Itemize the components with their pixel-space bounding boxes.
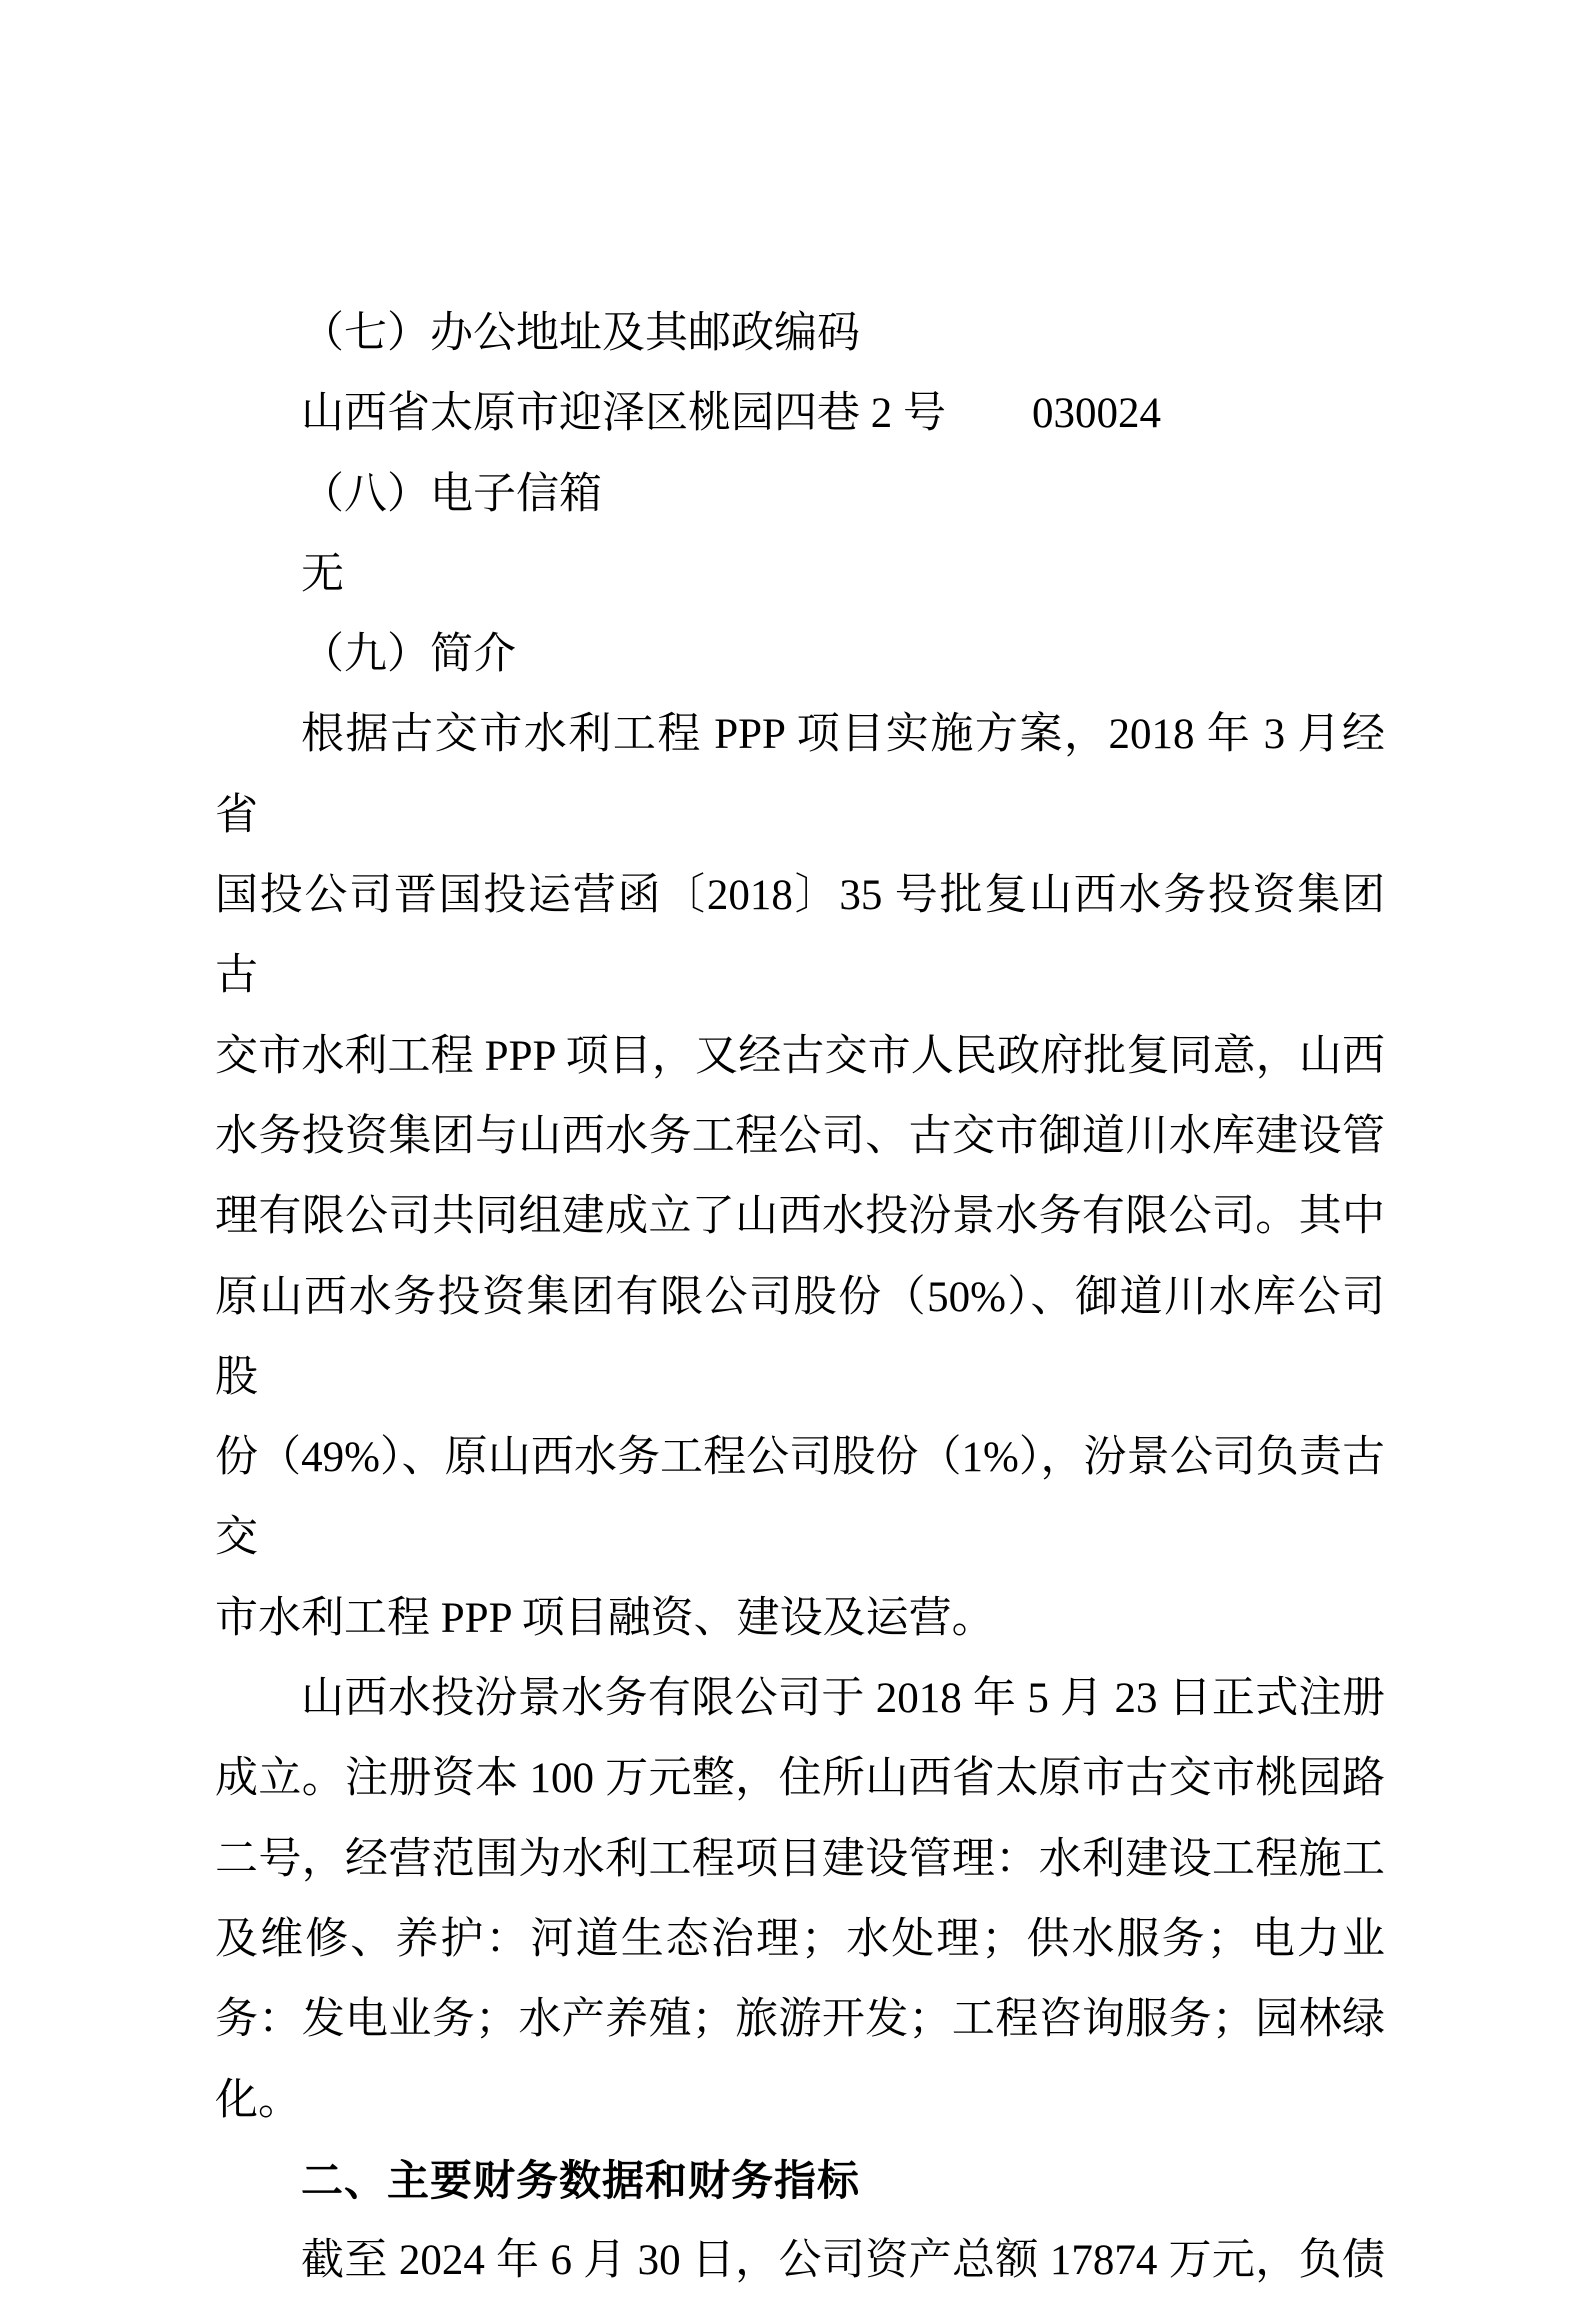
text-line: 无 (301, 550, 344, 598)
document-body (215, 294, 1385, 2301)
text-line: （八）电子信箱 (301, 470, 602, 518)
text-line: 原山西水务投资集团有限公司股份（50%）、御道川水库公司股 (215, 1273, 1385, 1401)
text-line: 山西水投汾景水务有限公司于 2018 年 5 月 23 日正式注册 (301, 1675, 1385, 1723)
text-line: （七）办公地址及其邮政编码 (301, 310, 860, 357)
text-line: 交市水利工程 PPP 项目，又经古交市人民政府批复同意，山西 (215, 1032, 1385, 1080)
text-line: 务：发电业务；水产养殖；旅游开发；工程咨询服务；园林绿 (215, 1996, 1385, 2044)
text-line: （九）简介 (301, 631, 516, 679)
text-line: 及维修、养护：河道生态治理；水处理；供水服务；电力业 (215, 1915, 1385, 1963)
text-line: 成立。注册资本 100 万元整，住所山西省太原市古交市桃园路 (215, 1755, 1385, 1803)
text-line: 水务投资集团与山西水务工程公司、古交市御道川水库建设管 (215, 1112, 1385, 1160)
text-line: 山西省太原市迎泽区桃园四巷 2 号 030024 (301, 390, 1161, 438)
text-line: 截至 2024 年 6 月 30 日，公司资产总额 17874 万元，负债 (301, 2237, 1385, 2285)
section-heading: 二、主要财务数据和财务指标 (301, 2156, 861, 2204)
text-line: 理有限公司共同组建成立了山西水投汾景水务有限公司。其中 (215, 1193, 1385, 1241)
text-line: 根据古交市水利工程 PPP 项目实施方案，2018 年 3 月经省 (215, 711, 1385, 839)
text-line: 份（49%）、原山西水务工程公司股份（1%），汾景公司负责古交 (215, 1434, 1385, 1562)
text-line: 化。 (215, 2076, 301, 2124)
text-line: 市水利工程 PPP 项目融资、建设及运营。 (215, 1594, 995, 1642)
text-line: 国投公司晋国投运营函〔2018〕35 号批复山西水务投资集团古 (215, 872, 1385, 1000)
text-line: 二号，经营范围为水利工程项目建设管理：水利建设工程施工 (215, 1835, 1385, 1883)
